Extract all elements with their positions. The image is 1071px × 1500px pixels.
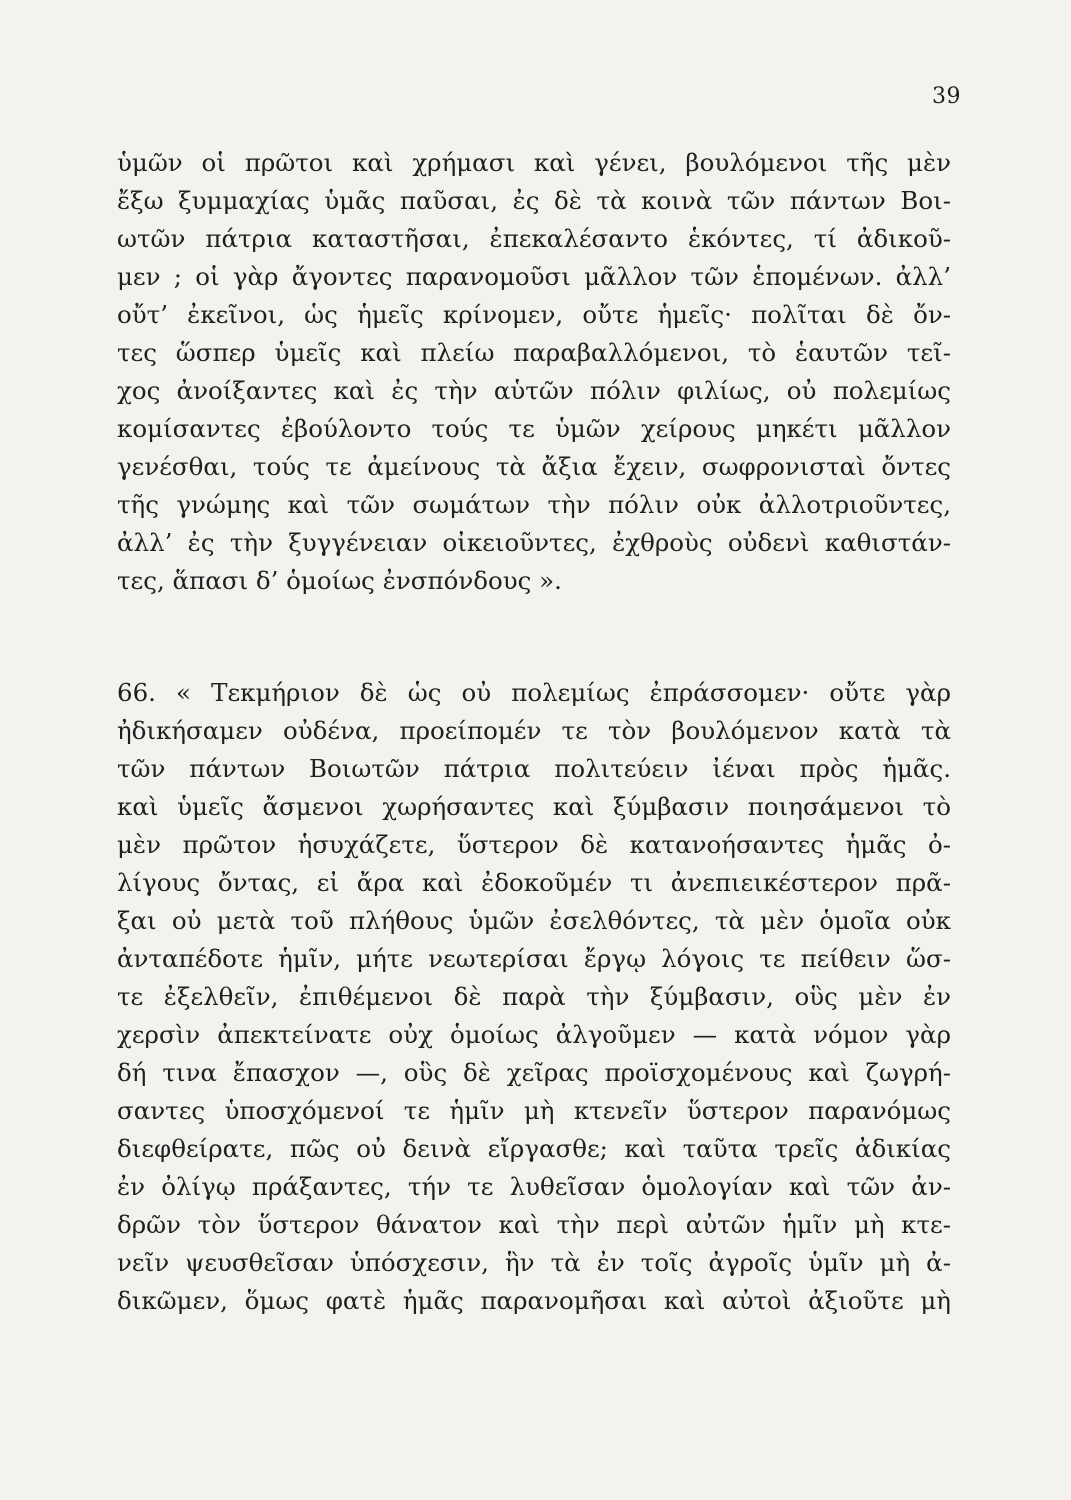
text-line: ἀνταπέδοτε ἡμῖν, μήτε νεωτερίσαι ἔργῳ λόγοις τε πείθειν ὥσ- [117,944,951,973]
text-line: καὶ ὑμεῖς ἄσμενοι χωρήσαντες καὶ ξύμβασιν ποιησάμενοι τὸ [117,792,951,821]
text-line: ξαι οὐ μετὰ τοῦ πλήθους ὑμῶν ἐσελθόντες, τὰ μὲν ὁμοῖα οὐκ [117,906,951,935]
text-line: κομίσαντες ἐβούλοντο τούς τε ὑμῶν χείρους μηκέτι μᾶλλον [117,414,951,443]
text-line: οὔτ’ ἐκεῖνοι, ὡς ἡμεῖς κρίνομεν, οὔτε ἡμεῖς· πολῖται δὲ ὄν- [117,300,951,329]
text-line: μεν ; οἱ γὰρ ἄγοντες παρανομοῦσι μᾶλλον τῶν ἑπομένων. ἀλλ’ [117,262,951,291]
text-line: ὑμῶν οἱ πρῶτοι καὶ χρήμασι καὶ γένει, βουλόμενοι τῆς μὲν [117,148,951,177]
text-line: τῆς γνώμης καὶ τῶν σωμάτων τὴν πόλιν οὐκ ἀλλοτριοῦντες, [117,490,951,519]
text-line: διεφθείρατε, πῶς οὐ δεινὰ εἴργασθε; καὶ ταῦτα τρεῖς ἀδικίας [117,1134,951,1163]
text-line: δρῶν τὸν ὕστερον θάνατον καὶ τὴν περὶ αὐτῶν ἡμῖν μὴ κτε- [117,1210,951,1239]
text-line: ἐν ὀλίγῳ πράξαντες, τήν τε λυθεῖσαν ὁμολογίαν καὶ τῶν ἀν- [117,1172,951,1201]
text-line: ἔξω ξυμμαχίας ὑμᾶς παῦσαι, ἐς δὲ τὰ κοινὰ τῶν πάντων Βοι- [117,186,951,215]
text-line: τῶν πάντων Βοιωτῶν πάτρια πολιτεύειν ἰέναι πρὸς ἡμᾶς. [117,754,951,783]
text-line: ωτῶν πάτρια καταστῆσαι, ἐπεκαλέσαντο ἑκόντες, τί ἀδικοῦ- [117,224,951,253]
text-line: ἀλλ’ ἐς τὴν ξυγγένειαν οἰκειοῦντες, ἐχθροὺς οὐδενὶ καθιστάν- [117,528,951,557]
text-line: τες ὥσπερ ὑμεῖς καὶ πλείω παραβαλλόμενοι, τὸ ἑαυτῶν τεῖ- [117,338,951,367]
text-line: δή τινα ἔπασχον —, οὓς δὲ χεῖρας προϊσχομένους καὶ ζωγρή- [117,1058,951,1087]
text-line: γενέσθαι, τούς τε ἀμείνους τὰ ἄξια ἔχειν, σωφρονισταὶ ὄντες [117,452,951,481]
text-line: μὲν πρῶτον ἡσυχάζετε, ὕστερον δὲ κατανοήσαντες ἡμᾶς ὀ- [117,830,951,859]
text-line: τε ἐξελθεῖν, ἐπιθέμενοι δὲ παρὰ τὴν ξύμβασιν, οὓς μὲν ἐν [117,982,951,1011]
text-line: δικῶμεν, ὅμως φατὲ ἡμᾶς παρανομῆσαι καὶ αὐτοὶ ἀξιοῦτε μὴ [117,1286,951,1315]
text-line: λίγους ὄντας, εἰ ἄρα καὶ ἐδοκοῦμέν τι ἀνεπιεικέστερον πρᾶ- [117,868,951,897]
text-line: σαντες ὑποσχόμενοί τε ἡμῖν μὴ κτενεῖν ὕστερον παρανόμως [117,1096,951,1125]
text-line: τες, ἅπασι δ’ ὁμοίως ἐνσπόνδους ». [117,566,562,595]
text-line: χερσὶν ἀπεκτείνατε οὐχ ὁμοίως ἀλγοῦμεν — κατὰ νόμον γὰρ [117,1020,951,1049]
text-line: χος ἀνοίξαντες καὶ ἐς τὴν αὑτῶν πόλιν φιλίως, οὐ πολεμίως [117,376,951,405]
text-line: νεῖν ψευσθεῖσαν ὑπόσχεσιν, ἣν τὰ ἐν τοῖς ἀγροῖς ὑμῖν μὴ ἀ- [117,1248,951,1277]
text-line: 66. « Τεκμήριον δὲ ὡς οὐ πολεμίως ἐπράσσομεν· οὔτε γὰρ [117,678,951,707]
page-number: 39 [932,84,961,109]
text-line: ἠδικήσαμεν οὐδένα, προείπομέν τε τὸν βουλόμενον κατὰ τὰ [117,716,951,745]
